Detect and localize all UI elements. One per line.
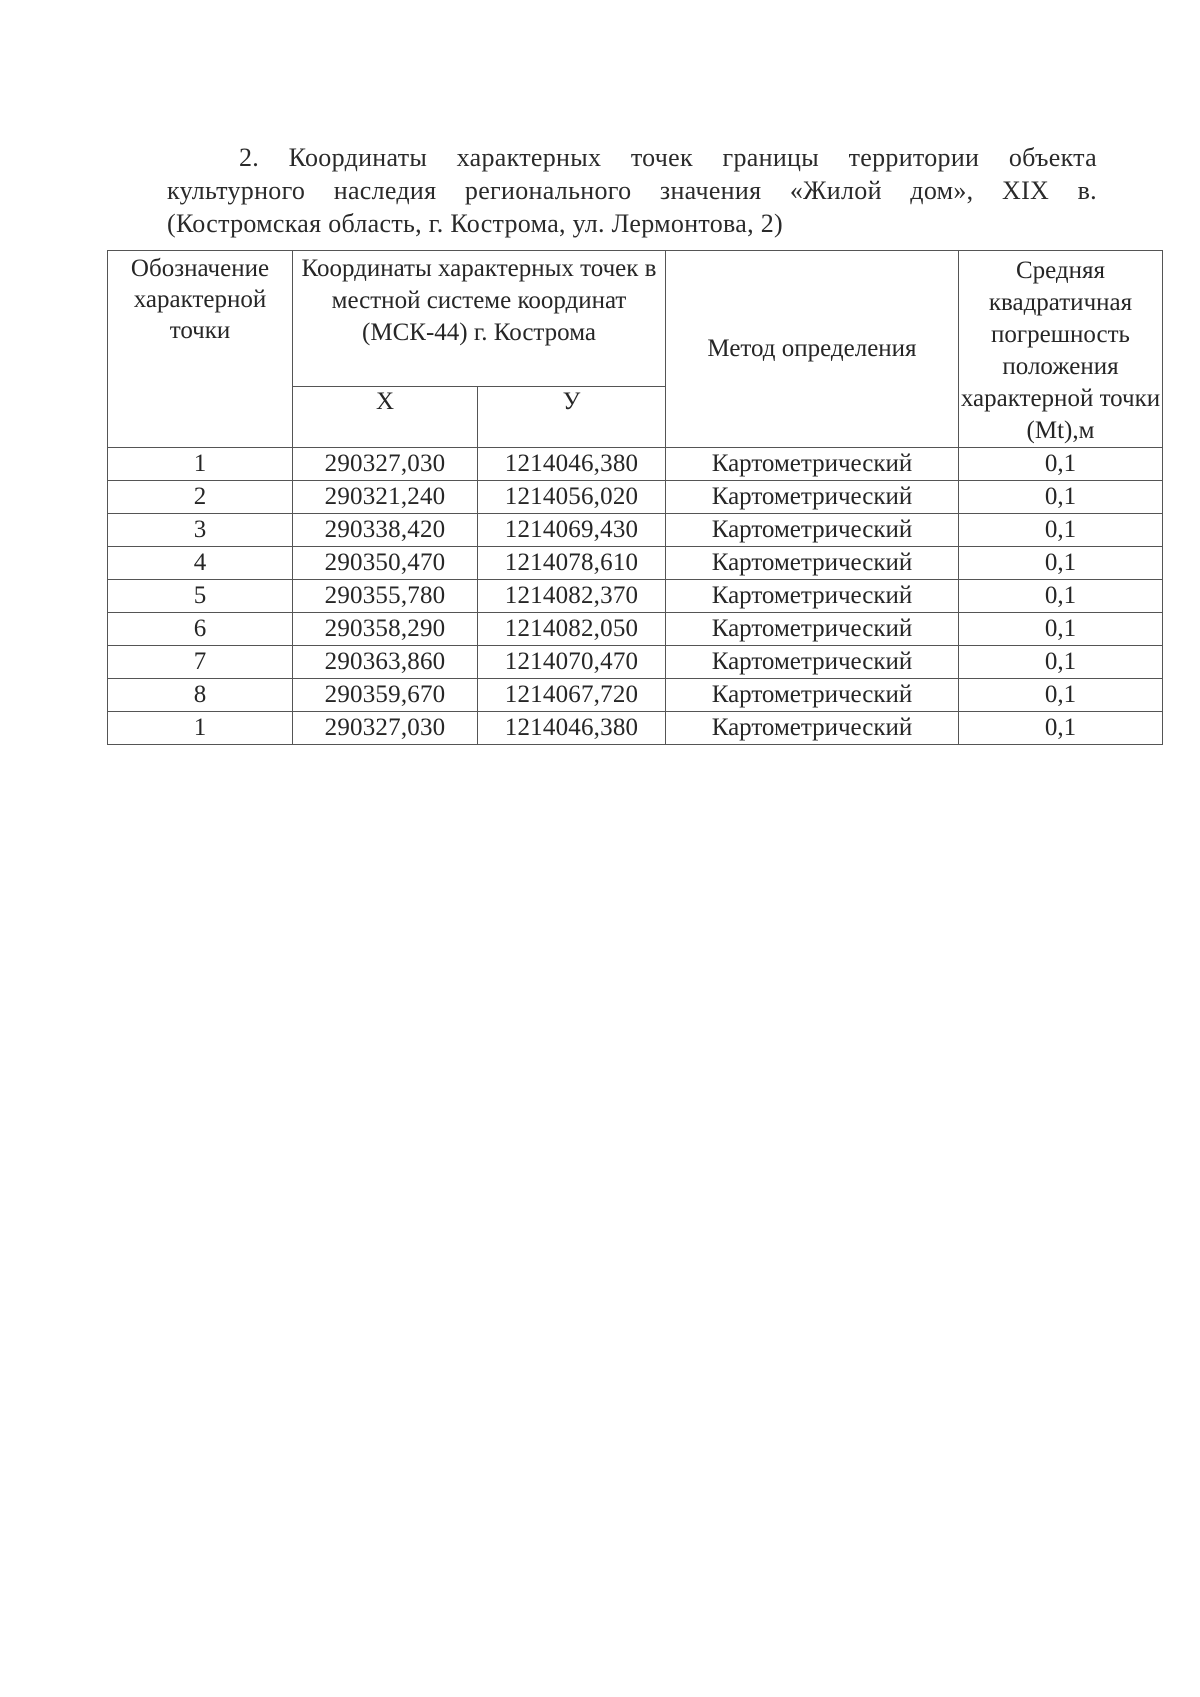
cell-x: 290321,240	[293, 481, 478, 514]
cell-point: 4	[108, 547, 293, 580]
table-row	[108, 712, 1163, 745]
cell-point: 1	[108, 448, 293, 481]
table-row	[108, 613, 1163, 646]
header-coordinates-group: Координаты характерных точек в местной системе координат (МСК-44) г. Кострома	[293, 251, 666, 387]
cell-error: 0,1	[959, 547, 1163, 580]
table-row	[108, 514, 1163, 547]
cell-error: 0,1	[959, 613, 1163, 646]
cell-y: 1214046,380	[478, 448, 666, 481]
cell-error: 0,1	[959, 712, 1163, 745]
cell-x: 290327,030	[293, 448, 478, 481]
cell-method: Картометрический	[666, 646, 959, 679]
cell-method: Картометрический	[666, 679, 959, 712]
table-row	[108, 547, 1163, 580]
table-body	[108, 448, 1163, 745]
cell-x: 290358,290	[293, 613, 478, 646]
cell-error: 0,1	[959, 481, 1163, 514]
cell-y: 1214069,430	[478, 514, 666, 547]
cell-error: 0,1	[959, 448, 1163, 481]
header-row-top	[108, 251, 1163, 387]
coordinates-table	[107, 250, 1163, 745]
cell-point: 6	[108, 613, 293, 646]
header-method: Метод определения	[666, 251, 959, 448]
cell-method: Картометрический	[666, 448, 959, 481]
cell-method: Картометрический	[666, 613, 959, 646]
cell-method: Картометрический	[666, 481, 959, 514]
cell-x: 290355,780	[293, 580, 478, 613]
cell-point: 5	[108, 580, 293, 613]
section-heading-text: 2. Координаты характерных точек границы территории объекта культурного наследия регионального значения «Жилой дом», XIX в. (Костромская область, г. Кострома, ул. Лермонтова, 2)	[167, 143, 1097, 238]
cell-method: Картометрический	[666, 580, 959, 613]
table-row	[108, 580, 1163, 613]
table-header	[108, 251, 1163, 448]
table-row	[108, 679, 1163, 712]
cell-point: 8	[108, 679, 293, 712]
header-point-mark: Обозначение характерной точки	[108, 251, 293, 448]
cell-error: 0,1	[959, 580, 1163, 613]
cell-point: 3	[108, 514, 293, 547]
cell-point: 7	[108, 646, 293, 679]
header-y: У	[478, 386, 666, 447]
cell-y: 1214067,720	[478, 679, 666, 712]
cell-method: Картометрический	[666, 547, 959, 580]
cell-y: 1214070,470	[478, 646, 666, 679]
cell-error: 0,1	[959, 679, 1163, 712]
cell-x: 290327,030	[293, 712, 478, 745]
header-x: Х	[293, 386, 478, 447]
cell-error: 0,1	[959, 514, 1163, 547]
table-row	[108, 481, 1163, 514]
cell-y: 1214082,370	[478, 580, 666, 613]
table-row	[108, 448, 1163, 481]
cell-x: 290350,470	[293, 547, 478, 580]
cell-y: 1214078,610	[478, 547, 666, 580]
cell-y: 1214056,020	[478, 481, 666, 514]
cell-method: Картометрический	[666, 712, 959, 745]
cell-x: 290363,860	[293, 646, 478, 679]
header-error: Средняя квадратичная погрешность положения характерной точки (Mt),м	[959, 251, 1163, 448]
cell-x: 290338,420	[293, 514, 478, 547]
cell-point: 2	[108, 481, 293, 514]
section-heading	[167, 141, 1097, 240]
table-row	[108, 646, 1163, 679]
cell-point: 1	[108, 712, 293, 745]
cell-y: 1214082,050	[478, 613, 666, 646]
cell-error: 0,1	[959, 646, 1163, 679]
cell-y: 1214046,380	[478, 712, 666, 745]
cell-x: 290359,670	[293, 679, 478, 712]
cell-method: Картометрический	[666, 514, 959, 547]
